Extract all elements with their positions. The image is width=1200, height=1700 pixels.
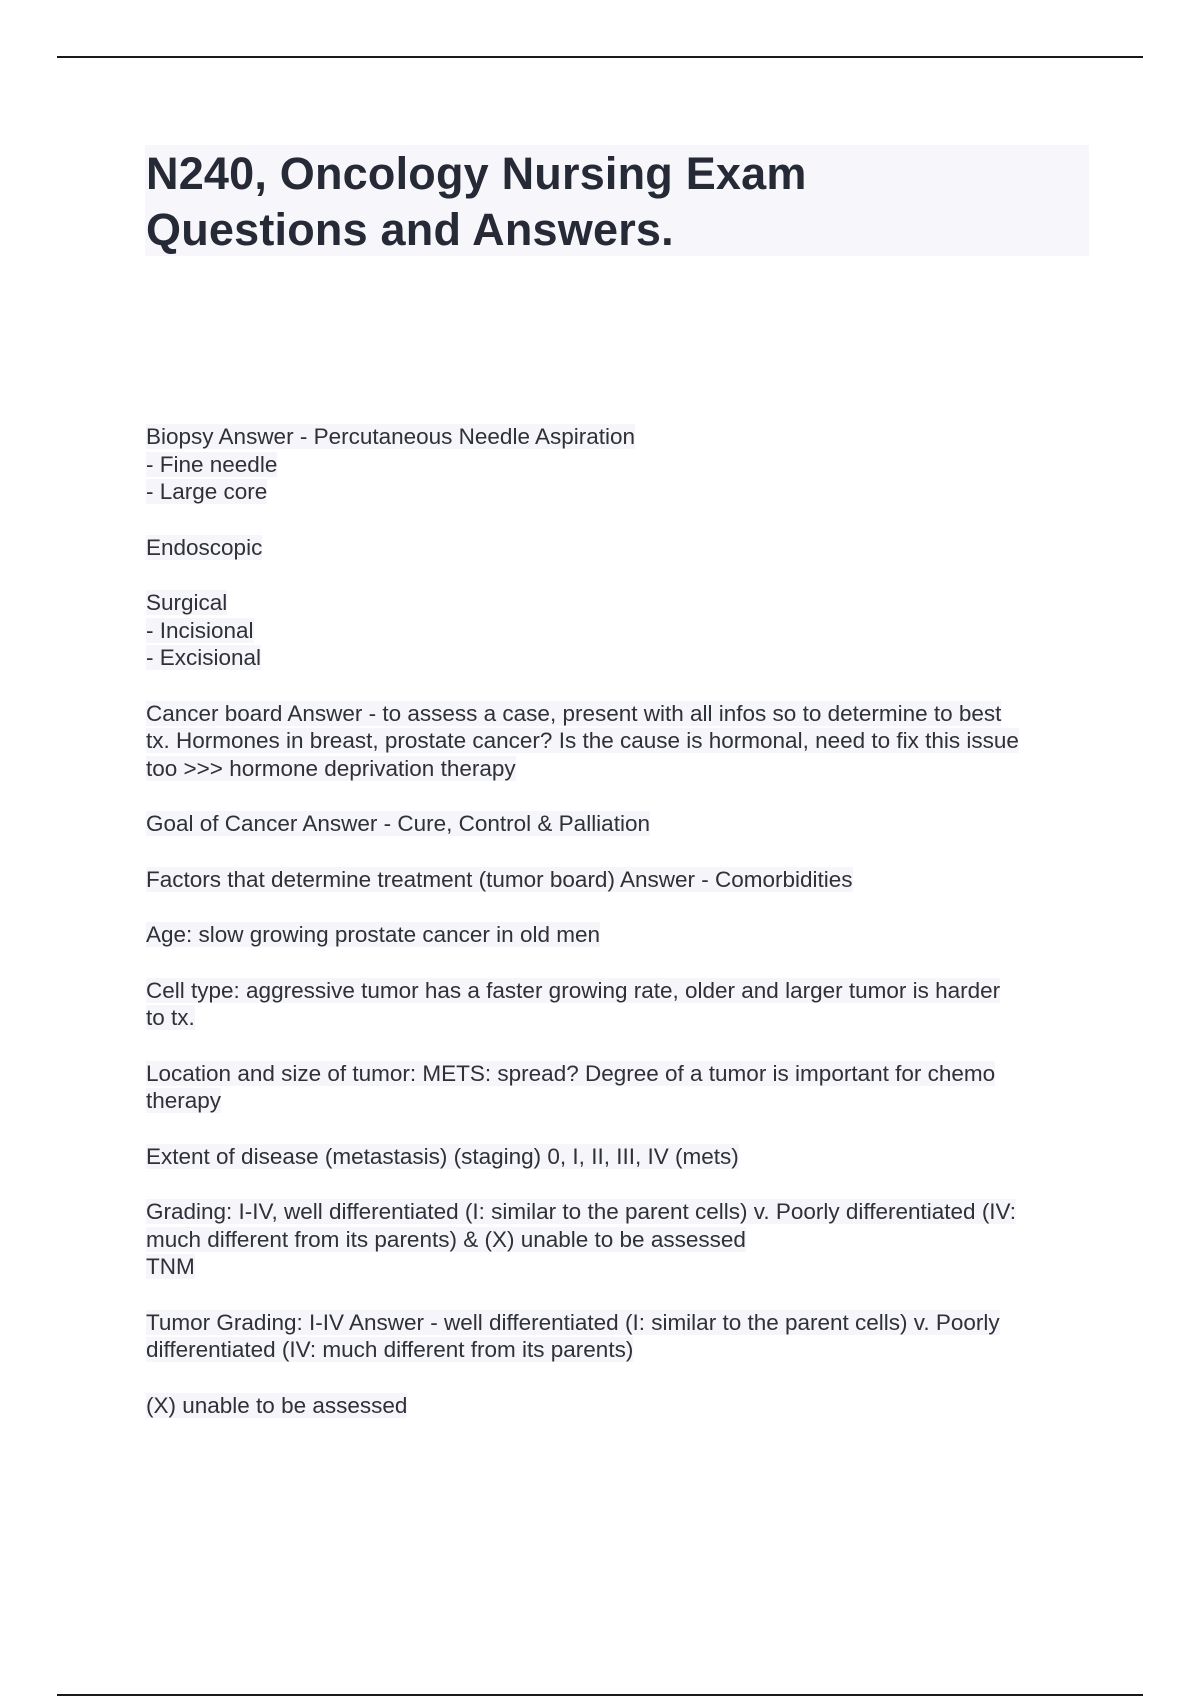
text-line: Location and size of tumor: METS: spread? Degree of a tumor is important for chemo [146,1060,996,1086]
text-line: TNM [146,1254,195,1279]
paragraph-cancer-board [146,700,1096,783]
text-line: Surgical [146,590,228,615]
text-line: Endoscopic [146,534,263,560]
paragraph-cell-type [146,977,1096,1032]
title-line-2: Questions and Answers. [146,204,674,255]
paragraph-treatment-factors [146,866,1096,894]
top-divider [57,56,1143,58]
paragraph-grading [146,1198,1096,1281]
text-line: (X) unable to be assessed [146,1392,408,1418]
text-line: Cancer board Answer - to assess a case, present with all infos so to determine to best [146,700,1002,726]
paragraph-endoscopic [146,534,1096,562]
text-line: tx. Hormones in breast, prostate cancer? Is the cause is hormonal, need to fix this issue [146,728,1019,753]
paragraph-unable-assessed [146,1392,1096,1420]
text-line: - Excisional [146,645,262,670]
text-line: - Incisional [146,617,254,643]
text-line: Biopsy Answer - Percutaneous Needle Aspiration [146,424,636,449]
paragraph-biopsy [146,423,1096,506]
text-line: Tumor Grading: I-IV Answer - well differentiated (I: similar to the parent cells) v. Poorly [146,1309,1000,1335]
text-line: Age: slow growing prostate cancer in old men [146,922,600,947]
paragraph-tumor-grading [146,1309,1096,1364]
text-line: Factors that determine treatment (tumor board) Answer - Comorbidities [146,866,853,892]
paragraph-location-size [146,1060,1096,1115]
text-line: differentiated (IV: much different from its parents) [146,1337,634,1362]
text-line: Grading: I-IV, well differentiated (I: similar to the parent cells) v. Poorly differentiated (IV: [146,1199,1016,1224]
paragraph-extent-of-disease [146,1143,1096,1171]
document-body [146,423,1096,1447]
bottom-divider [57,1694,1143,1696]
paragraph-surgical [146,589,1096,672]
text-line: to tx. [146,1005,195,1030]
document-title [146,146,1046,258]
paragraph-goal-of-cancer [146,810,1096,838]
text-line: - Large core [146,479,268,504]
text-line: - Fine needle [146,451,278,477]
title-line-1: N240, Oncology Nursing Exam [146,148,807,199]
text-line: Extent of disease (metastasis) (staging) 0, I, II, III, IV (mets) [146,1143,739,1169]
text-line: Goal of Cancer Answer - Cure, Control & Palliation [146,811,650,836]
text-line: too >>> hormone deprivation therapy [146,755,516,781]
text-line: much different from its parents) & (X) unable to be assessed [146,1226,746,1252]
paragraph-age [146,921,1096,949]
text-line: Cell type: aggressive tumor has a faster growing rate, older and larger tumor is harder [146,977,1001,1003]
text-line: therapy [146,1088,222,1113]
